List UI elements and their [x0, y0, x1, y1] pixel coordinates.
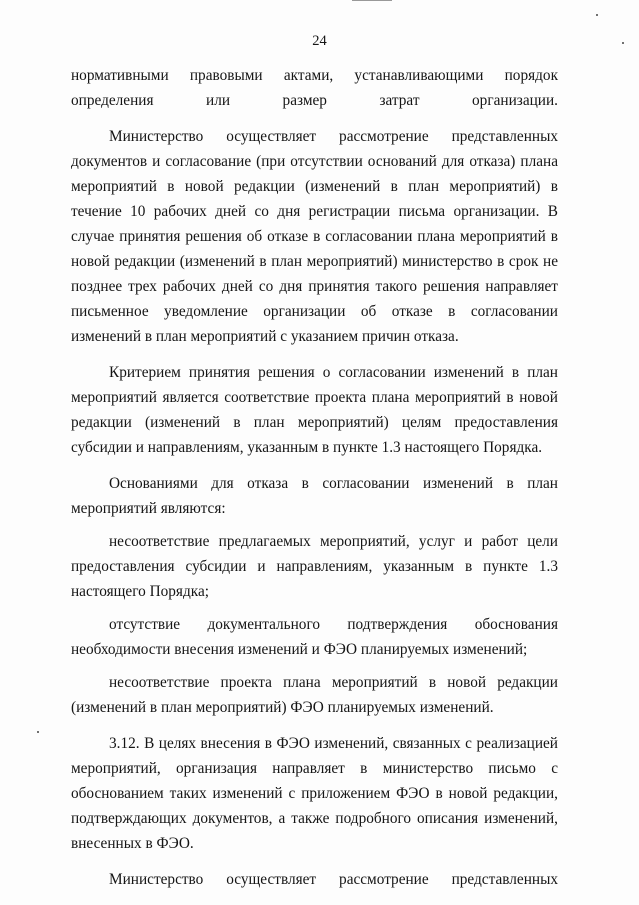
list-item-refusal-1: несоответствие предлагаемых мероприятий, услуг и работ цели предоставления субсидии и направлениям, указанным в пункте 1.3 настоящего Порядка;	[71, 533, 558, 600]
document-body	[71, 63, 558, 892]
paragraph-approval-criterion: Критерием принятия решения о согласовании изменений в план мероприятий является соответствие проекта плана мероприятий в новой редакции (изменений в план мероприятий) целям предоставления субсидии и направлениям, указанным в пункте 1.3 настоящего Порядка.	[71, 364, 558, 456]
list-item-refusal-2: отсутствие документального подтверждения обоснования необходимости внесения изменений и ФЭО планируемых изменений;	[71, 616, 558, 658]
page-number: 24	[312, 33, 327, 49]
scan-edge-line	[352, 0, 392, 1]
scan-speck	[596, 14, 598, 16]
paragraph-refusal-grounds: Основаниями для отказа в согласовании изменений в план мероприятий являются:	[71, 475, 558, 517]
paragraph-ministry-review: Министерство осуществляет рассмотрение представленных документов и согласование (при отсутствии оснований для отказа) плана мероприятий в новой редакции (изменений в план мероприятий) в течение 10 рабочих дней со дня регистрации письма организации. В случае принятия решения об отказе в согласовании плана мероприятий в новой редакции (изменений в план мероприятий) министерство в срок не позднее трех рабочих дней со дня принятия такого решения направляет письменное уведомление организации об отказе в согласовании изменений в план мероприятий с указанием причин отказа.	[71, 128, 558, 345]
paragraph-section-3-12: 3.12. В целях внесения в ФЭО изменений, связанных с реализацией мероприятий, организация направляет в министерство письмо с обоснованием таких изменений с приложением ФЭО в новой редакции, подтверждающих документов, а также подробного описания изменений, внесенных в ФЭО.	[71, 735, 558, 852]
paragraph-ministry-review-feo: Министерство осуществляет рассмотрение представленных	[109, 871, 558, 888]
list-item-refusal-3: несоответствие проекта плана мероприятий в новой редакции (изменений в план мероприятий) ФЭО планируемых изменений.	[71, 674, 558, 716]
paragraph-continuation: нормативными правовыми актами, устанавливающими порядок определения или размер затрат организации.	[71, 67, 558, 109]
scan-speck	[37, 731, 39, 733]
